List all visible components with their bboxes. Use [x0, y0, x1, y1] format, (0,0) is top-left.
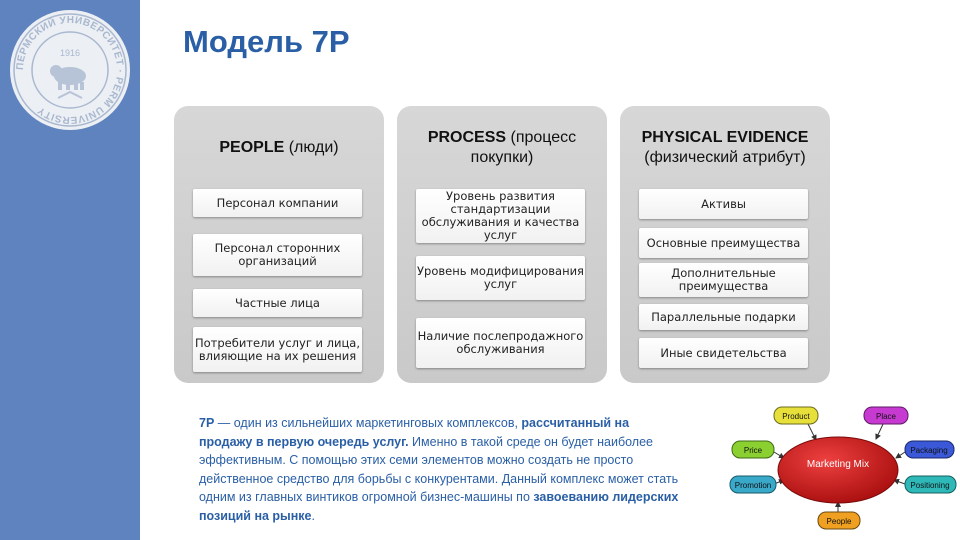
evidence-item-assets: Активы — [639, 189, 808, 219]
process-item-modification: Уровень модифицирования услуг — [416, 256, 585, 300]
marketing-mix-center-label: Marketing Mix — [806, 459, 870, 470]
people-item-staff: Персонал компании — [193, 189, 362, 217]
logo-ring-text: ПЕРМСКИЙ УНИВЕРСИТЕТ · PERM UNIVERSITY — [14, 14, 126, 126]
people-item-third-party: Персонал сторонних организаций — [193, 234, 362, 276]
logo-year: 1916 — [59, 48, 81, 58]
panel-physical-evidence-title: PHYSICAL EVIDENCE (физический атрибут) — [641, 129, 809, 166]
svg-text:Place: Place — [875, 412, 897, 421]
panel-process — [397, 106, 607, 383]
description-text: 7P — один из сильнейших маркетинговых комплексов, рассчитанный на продажу в первую очередь услуг. Именно в такой среде он будет наиболее эффективным. С помощью этих семи элементов можно создать не просто действенное средство для борьбы с конкурентами. Данный комплекс может стать одним из главных винтиков огромной бизнес-машины по завоеванию лидерских позиций на рынке. — [199, 416, 679, 523]
process-item-after-sales: Наличие послепродажного обслуживания — [416, 318, 585, 368]
sidebar — [0, 0, 140, 540]
panel-physical-evidence — [620, 106, 830, 383]
university-logo — [8, 8, 132, 132]
people-item-consumers: Потребители услуг и лица, влияющие на их решения — [193, 327, 362, 372]
process-item-standardization: Уровень развития стандартизации обслуживания и качества услуг — [416, 189, 585, 243]
svg-text:Product: Product — [782, 412, 810, 421]
svg-text:Positioning: Positioning — [910, 481, 950, 490]
page-title: Модель 7P — [183, 24, 350, 59]
marketing-mix-center — [778, 437, 898, 503]
svg-text:Price: Price — [743, 446, 763, 455]
evidence-item-gifts: Параллельные подарки — [639, 304, 808, 330]
evidence-item-extra-advantages: Дополнительные преимущества — [639, 263, 808, 297]
svg-text:Packaging: Packaging — [910, 446, 948, 455]
panel-people-title: PEOPLE (люди) — [219, 139, 339, 156]
panel-people — [174, 106, 384, 383]
svg-text:Promotion: Promotion — [734, 481, 772, 490]
evidence-item-main-advantages: Основные преимущества — [639, 228, 808, 258]
people-item-individuals: Частные лица — [193, 289, 362, 317]
panel-process-title: PROCESS (процесс покупки) — [427, 129, 577, 166]
svg-text:People: People — [826, 517, 852, 526]
marketing-mix-diagram — [728, 402, 960, 540]
evidence-item-other: Иные свидетельства — [639, 338, 808, 368]
